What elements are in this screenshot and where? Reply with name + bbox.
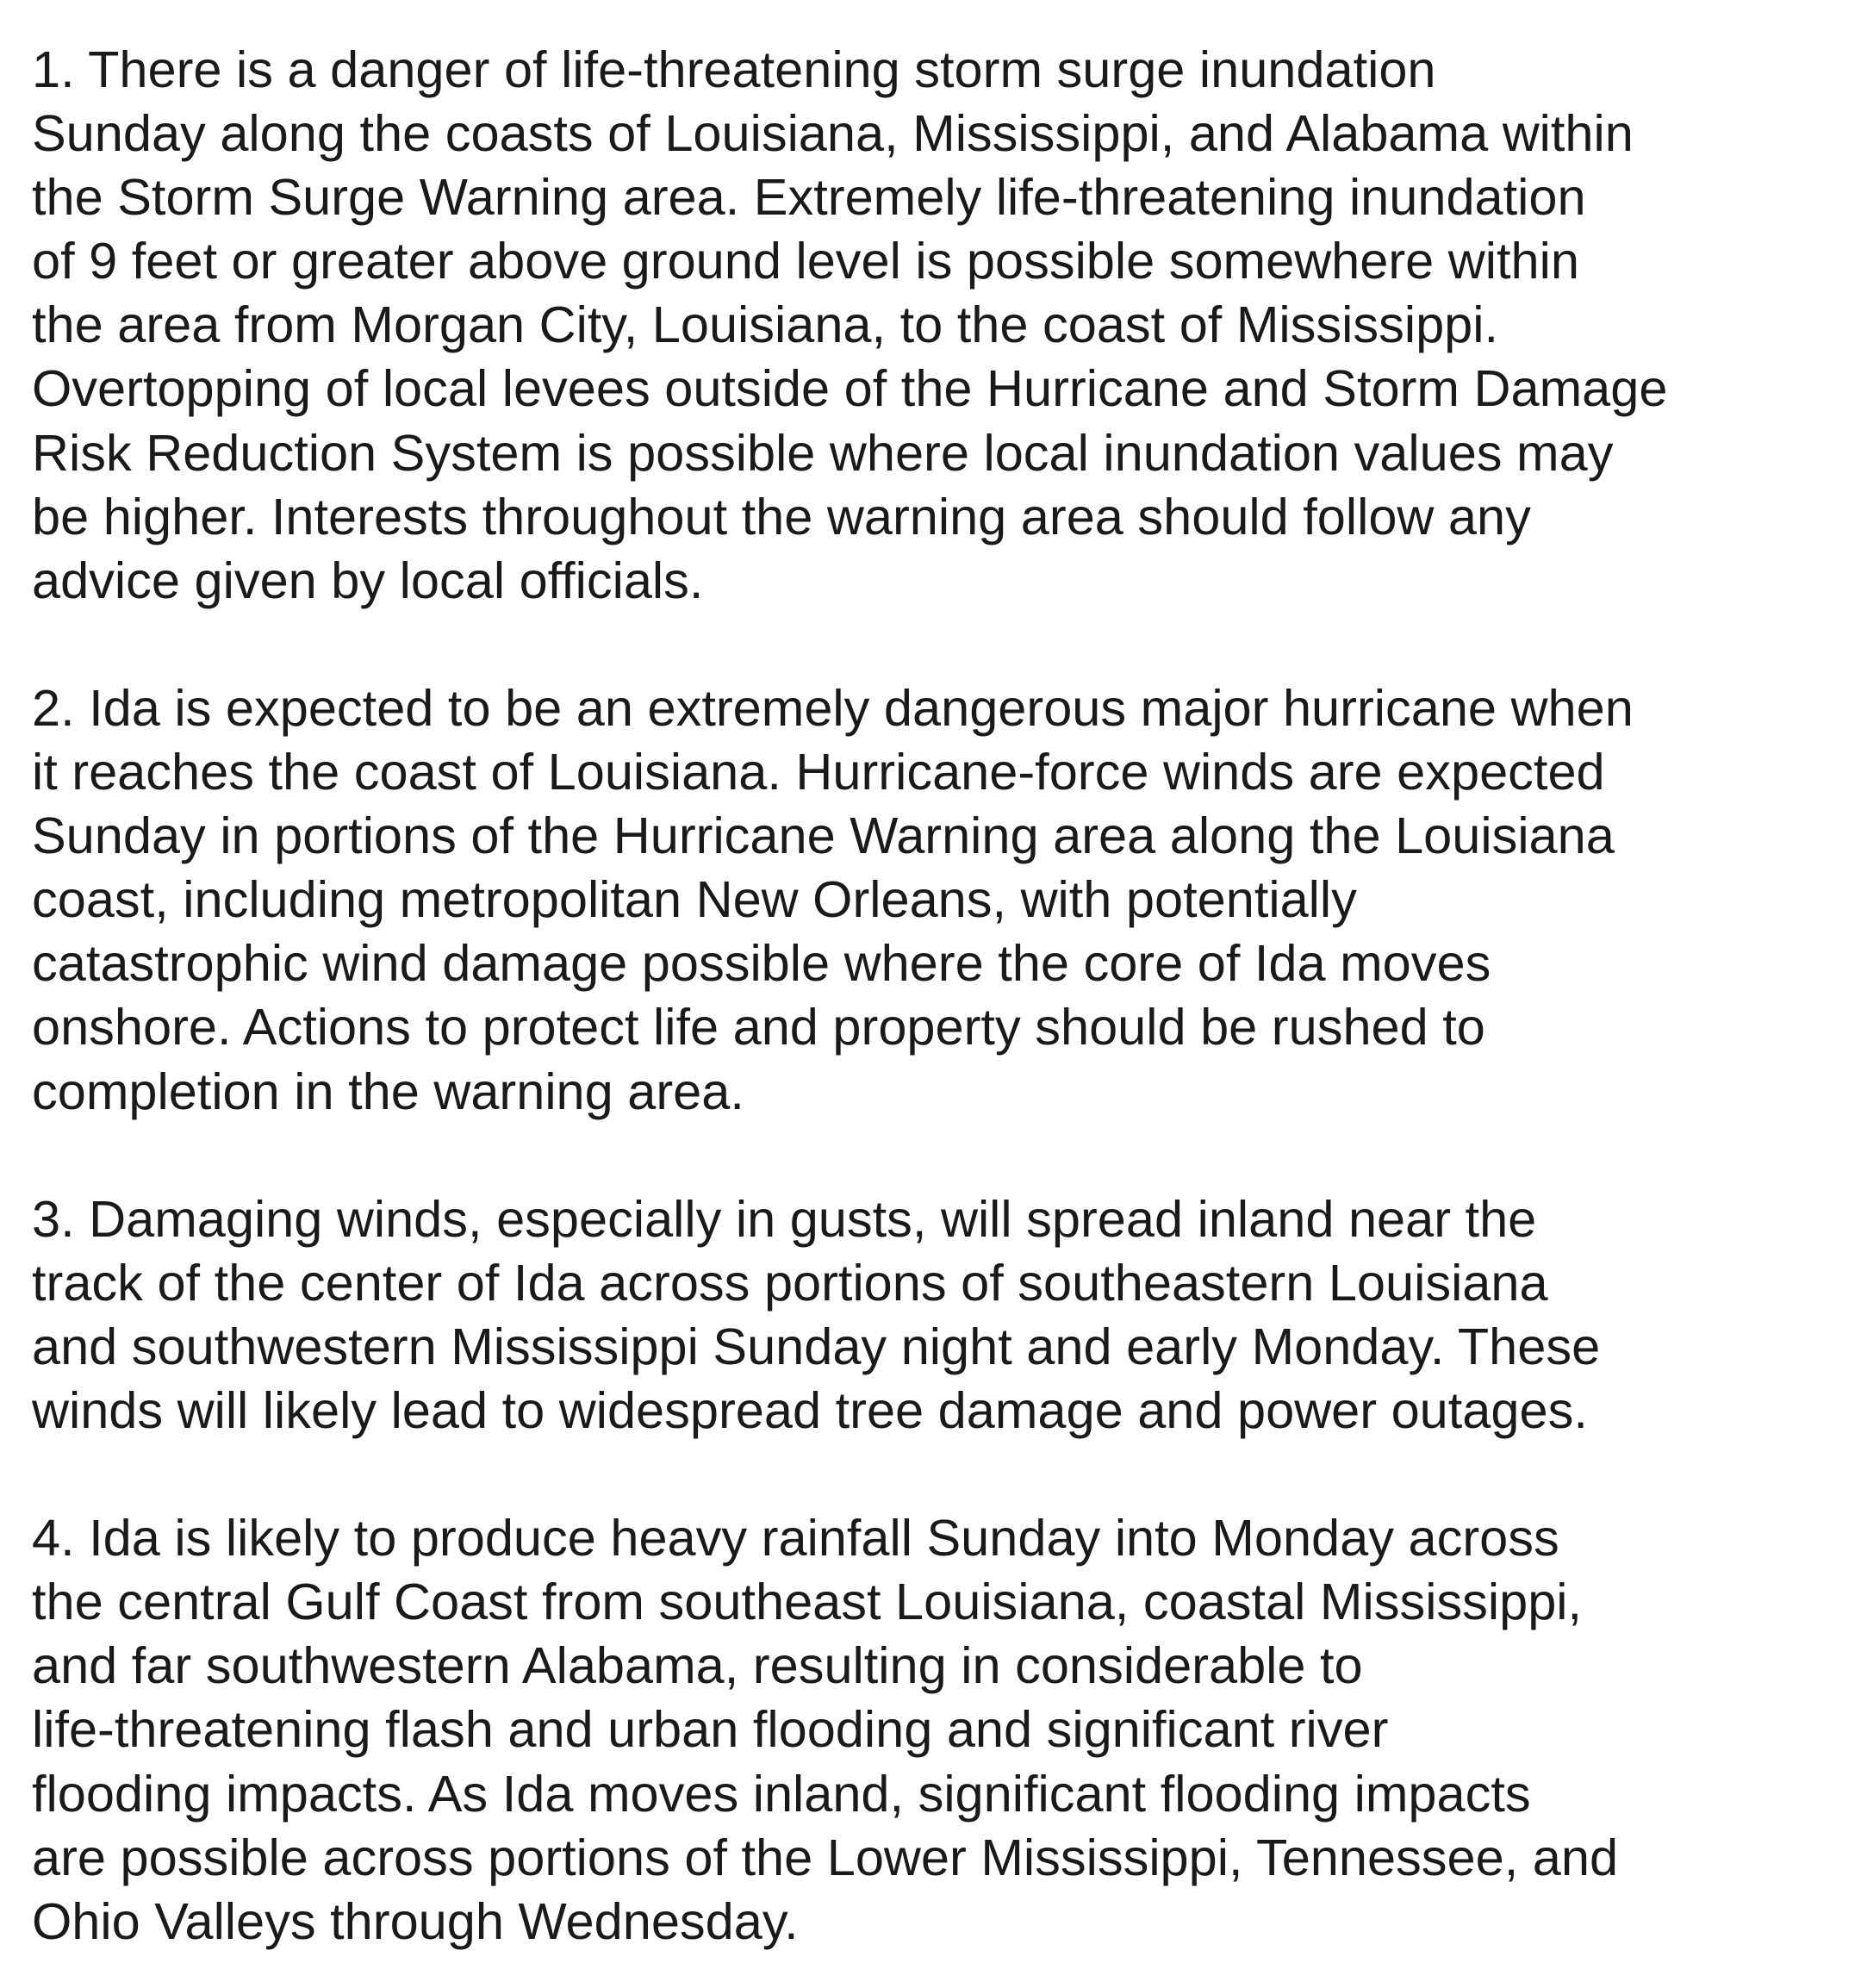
paragraph-2: [32, 676, 1841, 1124]
paragraph-1: [32, 38, 1841, 613]
paragraph-4: [32, 1506, 1841, 1954]
text-line: Sunday in portions of the Hurricane Warning area along the Louisiana: [32, 807, 1615, 865]
text-line: and far southwestern Alabama, resulting in considerable to: [32, 1636, 1363, 1695]
text-line: be higher. Interests throughout the warning area should follow any: [32, 487, 1531, 545]
text-line: 4. Ida is likely to produce heavy rainfall Sunday into Monday across: [32, 1509, 1559, 1567]
text-line: of 9 feet or greater above ground level is possible somewhere within: [32, 232, 1579, 290]
text-line: the central Gulf Coast from southeast Louisiana, coastal Mississippi,: [32, 1573, 1583, 1631]
text-line: and southwestern Mississippi Sunday night and early Monday. These: [32, 1317, 1601, 1375]
text-line: life-threatening flash and urban flooding and significant river: [32, 1700, 1389, 1759]
text-line: coast, including metropolitan New Orleans, with potentially: [32, 870, 1357, 929]
text-line: 1. There is a danger of life-threatening storm surge inundation: [32, 41, 1436, 98]
text-line: Ohio Valleys through Wednesday.: [32, 1891, 799, 1950]
text-line: catastrophic wind damage possible where the core of Ida moves: [32, 934, 1491, 993]
text-line: completion in the warning area.: [32, 1062, 744, 1120]
paragraph-3: [32, 1187, 1841, 1443]
text-line: Risk Reduction System is possible where local inundation values may: [32, 423, 1614, 482]
text-line: the Storm Surge Warning area. Extremely life-threatening inundation: [32, 168, 1586, 227]
text-line: onshore. Actions to protect life and property should be rushed to: [32, 998, 1485, 1056]
text-line: 2. Ida is expected to be an extremely dangerous major hurricane when: [32, 678, 1634, 737]
text-line: the area from Morgan City, Louisiana, to the coast of Mississippi.: [32, 296, 1499, 354]
text-line: Overtopping of local levees outside of the Hurricane and Storm Damage: [32, 359, 1668, 418]
key-messages-document: [32, 38, 1841, 1954]
text-line: track of the center of Ida across portions of southeastern Louisiana: [32, 1253, 1548, 1312]
text-line: are possible across portions of the Lower Mississippi, Tennessee, and: [32, 1828, 1619, 1886]
text-line: advice given by local officials.: [32, 551, 704, 609]
text-line: 3. Damaging winds, especially in gusts, will spread inland near the: [32, 1189, 1537, 1248]
text-line: Sunday along the coasts of Louisiana, Mississippi, and Alabama within: [32, 104, 1634, 163]
text-line: winds will likely lead to widespread tree damage and power outages.: [32, 1380, 1588, 1439]
text-line: flooding impacts. As Ida moves inland, significant flooding impacts: [32, 1764, 1531, 1823]
text-line: it reaches the coast of Louisiana. Hurricane-force winds are expected: [32, 743, 1605, 801]
